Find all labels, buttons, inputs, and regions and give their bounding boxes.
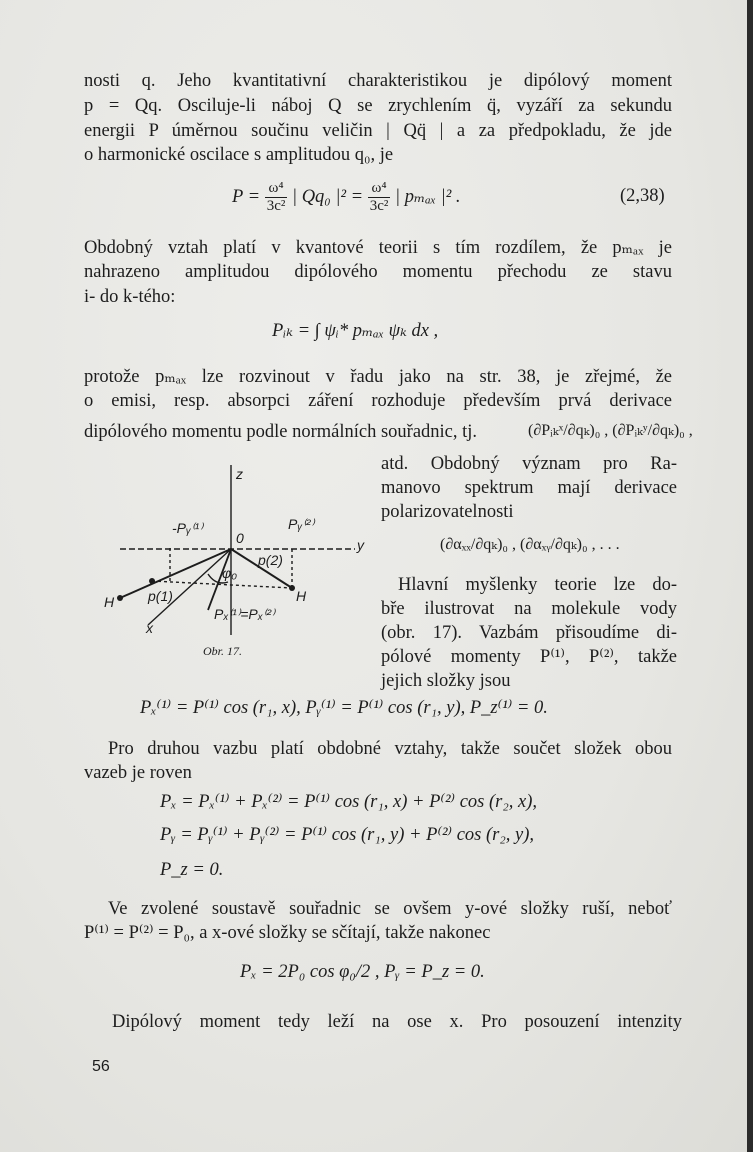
fig-label-x: x (146, 620, 153, 636)
equation-polarizability-derivatives: (∂αₓₓ/∂qₖ)₀ , (∂αₓᵧ/∂qₖ)₀ , . . . (440, 536, 620, 553)
para1-line4: o harmonické oscilace s amplitudou q₀, je (84, 145, 394, 165)
para1-line2: p = Qq. Osciluje-li náboj Q se zrychlením q̈, vyzáří za sekundu (84, 96, 672, 116)
figure-water-molecule (100, 460, 380, 660)
equation-dipole-derivatives: (∂Pᵢₖˣ/∂qₖ)₀ , (∂Pᵢₖʸ/∂qₖ)₀ , (528, 422, 693, 439)
page-edge-shadow (747, 0, 753, 1152)
para2-line2: nahrazeno amplitudou dipólového momentu přechodu ze stavu (84, 262, 672, 282)
fig-label-py2: Pᵧ⁽²⁾ (288, 516, 315, 532)
equation-sum-x: Pₓ = Pₓ⁽¹⁾ + Pₓ⁽²⁾ = P⁽¹⁾ cos (r₁, x) + P⁽²⁾ cos (r₂, x), (160, 792, 538, 812)
para6-line1: Dipólový moment tedy leží na ose x. Pro posouzení intenzity (112, 1012, 682, 1032)
fig-label-p2: p(2) (258, 552, 283, 568)
para3-line2: o emisi, resp. absorpci záření rozhoduje především prvá derivace (84, 391, 672, 411)
projection-point (149, 578, 155, 584)
fig-label-py1: -Pᵧ⁽¹⁾ (172, 520, 203, 536)
side-line7: pólové momenty P⁽¹⁾, P⁽²⁾, takže (381, 647, 677, 667)
side-line1: atd. Obdobný význam pro Ra- (381, 454, 677, 474)
hydrogen-atom-left (117, 595, 123, 601)
fig-label-y: y (357, 537, 364, 553)
equation-number: (2,38) (620, 186, 665, 206)
para1-line3: energii P úměrnou součinu veličin | Qq̈ | a za předpokladu, že jde (84, 121, 672, 141)
hydrogen-atom-right (289, 585, 295, 591)
fig-label-z: z (236, 466, 243, 482)
side-line6: (obr. 17). Vazbám přisoudíme di- (381, 623, 677, 643)
para1-line1: nosti q. Jeho kvantitativní charakteristikou je dipólový moment (84, 71, 672, 91)
eq238-mid: | Qq₀ |² = (291, 186, 364, 207)
eq238-left: P = (232, 186, 261, 207)
fig-label-origin: 0 (236, 530, 244, 546)
side-line8: jejich složky jsou (381, 671, 511, 691)
side-line2: manovo spektrum mají derivace (381, 478, 677, 498)
equation-integral: Pᵢₖ = ∫ ψᵢ* pₘₐₓ ψₖ dx , (272, 321, 439, 341)
eq238-frac-den-a: 3c² (266, 198, 286, 214)
side-line5: bře ilustrovat na molekule vody (381, 599, 677, 619)
para4-line2: vazeb je roven (84, 763, 192, 783)
figure-caption: Obr. 17. (203, 644, 243, 658)
side-line3: polarizovatelnosti (381, 502, 514, 522)
para3-line3: dipólového momentu podle normálních souřadnic, tj. (84, 422, 478, 442)
para5-line2: P⁽¹⁾ = P⁽²⁾ = P₀, a x-ové složky se sčítají, takže nakonec (84, 923, 491, 943)
para4-line1: Pro druhou vazbu platí obdobné vztahy, takže součet složek obou (108, 739, 672, 759)
equation-2-38 (232, 180, 461, 215)
eq238-frac-num-a: ω⁴ (268, 180, 284, 196)
eq238-frac-den-b: 3c² (369, 198, 389, 214)
eq238-fraction-b (368, 180, 391, 215)
fig-label-h-left: H (104, 594, 115, 610)
fig-label-phi: φ₀ (222, 565, 238, 581)
para5-line1: Ve zvolené soustavě souřadnic se ovšem y-ové složky ruší, neboť (108, 899, 672, 919)
eq238-frac-num-b: ω⁴ (371, 180, 387, 196)
eq238-fraction-a (265, 180, 288, 215)
side-line4: Hlavní myšlenky teorie lze do- (398, 575, 677, 595)
para3-line1: protože pₘₐₓ lze rozvinout v řadu jako na str. 38, je zřejmé, že (84, 367, 672, 387)
para2-line3: i- do k-tého: (84, 287, 176, 307)
equation-components: Pₓ⁽¹⁾ = P⁽¹⁾ cos (r₁, x), Pᵧ⁽¹⁾ = P⁽¹⁾ cos (r₁, y), P_z⁽¹⁾ = 0. (140, 698, 548, 718)
fig-label-h-right: H (296, 588, 307, 604)
hh-dashed-line (152, 581, 292, 588)
para2-line1: Obdobný vztah platí v kvantové teorii s tím rozdílem, že pₘₐₓ je (84, 238, 672, 258)
equation-sum-y: Pᵧ = Pᵧ⁽¹⁾ + Pᵧ⁽²⁾ = P⁽¹⁾ cos (r₁, y) + P⁽²⁾ cos (r₂, y), (160, 825, 535, 845)
equation-final: Pₓ = 2P₀ cos φ₀/2 , Pᵧ = P_z = 0. (240, 962, 485, 982)
equation-sum-z: P_z = 0. (160, 860, 224, 880)
page-number: 56 (92, 1058, 110, 1075)
eq238-right: | pₘₐₓ |² . (395, 186, 461, 207)
fig-label-px: Pₓ⁽¹⁾=Pₓ⁽²⁾ (214, 606, 275, 622)
fig-label-p1: p(1) (148, 588, 173, 604)
